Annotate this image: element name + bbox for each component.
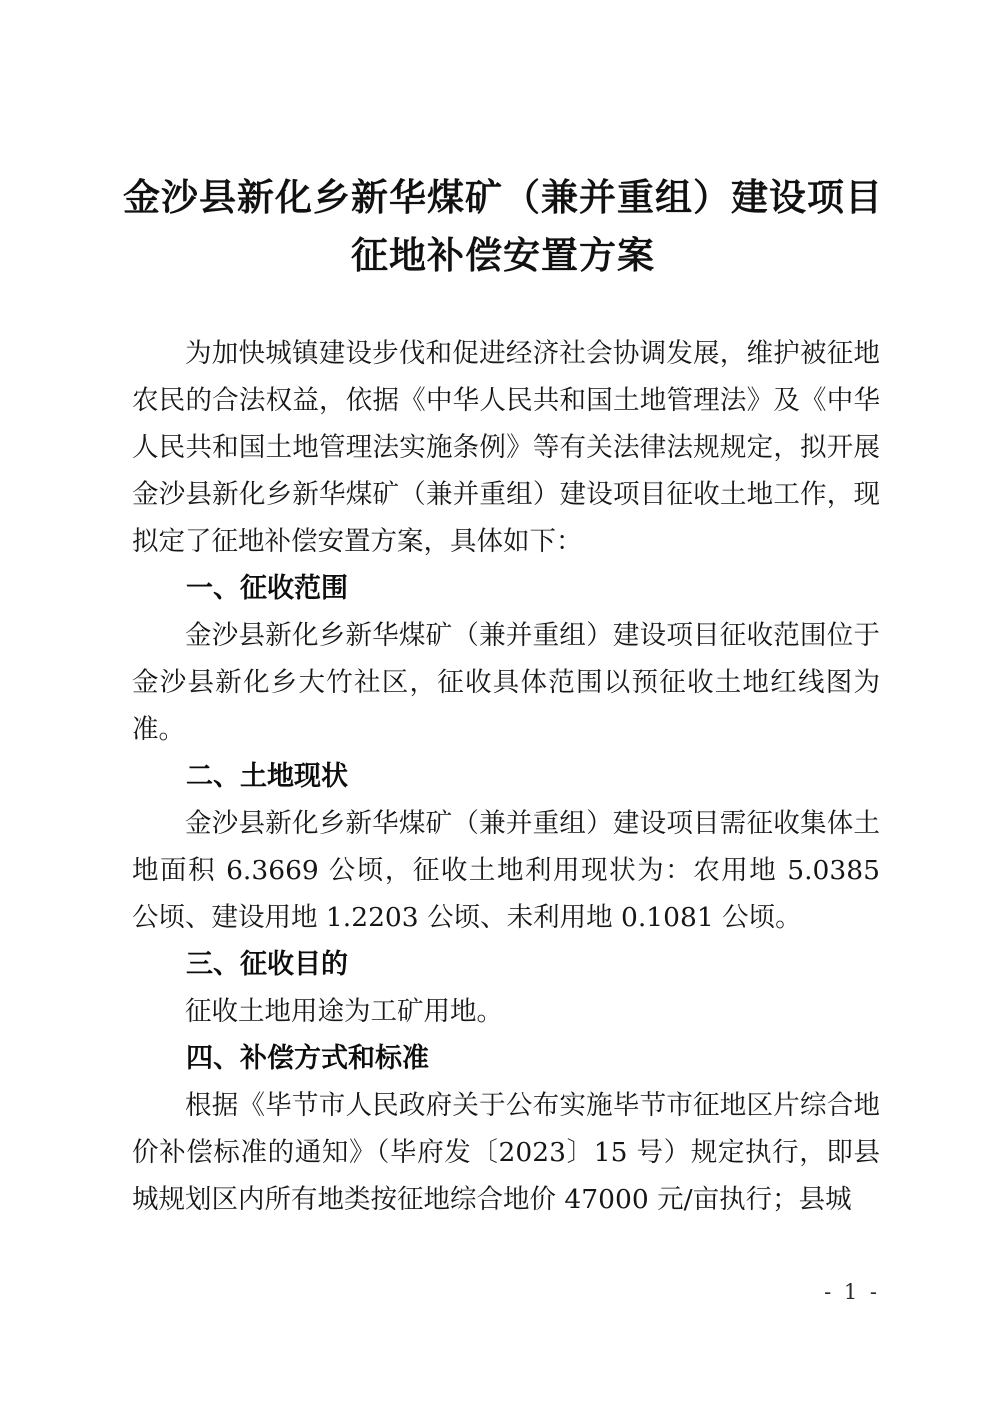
section-1-heading: 一、征收范围 xyxy=(186,573,348,604)
document-title-line-2: 征地补偿安置方案 xyxy=(351,236,655,277)
section-1-body: 金沙县新化乡新华煤矿（兼并重组）建设项目征收范围位于金沙县新化乡大竹社区，征收具体范围以预征收土地红线图为准。 xyxy=(132,620,880,745)
document-title xyxy=(60,170,946,286)
document-title-line-1: 金沙县新化乡新华煤矿（兼并重组）建设项目 xyxy=(123,178,883,219)
intro-paragraph: 为加快城镇建设步伐和促进经济社会协调发展，维护被征地农民的合法权益，依据《中华人民共和国土地管理法》及《中华人民共和国土地管理法实施条例》等有关法律法规规定，拟开展金沙县新化乡新华煤矿（兼并重组）建设项目征收土地工作，现拟定了征地补偿安置方案，具体如下： xyxy=(132,338,880,557)
document-body xyxy=(132,330,880,1223)
page-number: - 1 - xyxy=(824,1280,880,1304)
section-2-body: 金沙县新化乡新华煤矿（兼并重组）建设项目需征收集体土地面积 6.3669 公顷，征收土地利用现状为：农用地 5.0385 公顷、建设用地 1.2203 公顷、未利用地 0.1081 公顷。 xyxy=(132,808,880,933)
section-4-body: 根据《毕节市人民政府关于公布实施毕节市征地区片综合地价补偿标准的通知》（毕府发〔2023〕15 号）规定执行，即县城规划区内所有地类按征地综合地价 47000 元/亩执行；县城 xyxy=(132,1090,880,1215)
section-2-heading: 二、土地现状 xyxy=(186,761,348,792)
section-3-body: 征收土地用途为工矿用地。 xyxy=(185,996,503,1027)
section-4-heading: 四、补偿方式和标准 xyxy=(186,1043,429,1074)
section-3-heading: 三、征收目的 xyxy=(186,949,348,980)
